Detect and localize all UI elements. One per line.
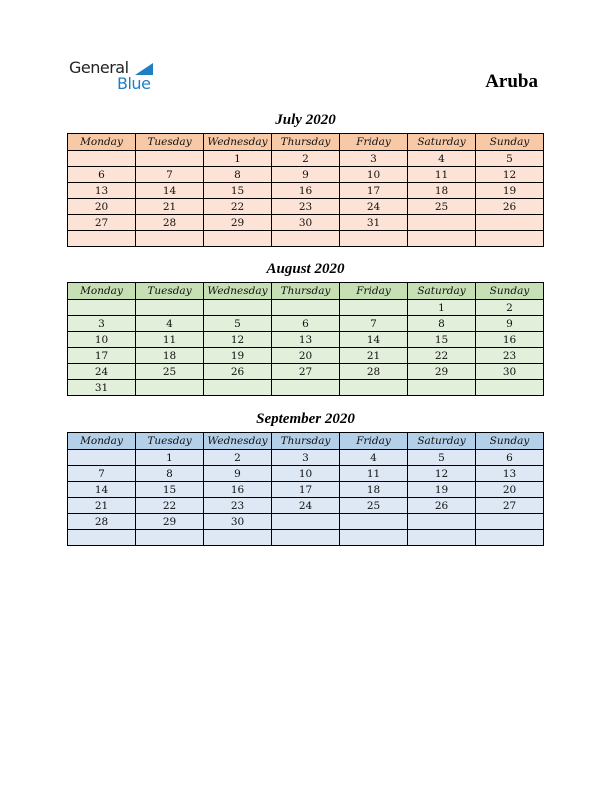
day-cell: 26 (476, 199, 544, 215)
week-row (68, 300, 544, 316)
weekday-header-row (68, 433, 544, 450)
weekday-header: Monday (68, 134, 136, 151)
week-row (68, 364, 544, 380)
day-cell: 4 (136, 316, 204, 332)
week-row (68, 167, 544, 183)
day-cell: 4 (340, 450, 408, 466)
day-cell: 12 (476, 167, 544, 183)
day-cell: 10 (340, 167, 408, 183)
day-cell: 19 (204, 348, 272, 364)
day-cell: 28 (68, 514, 136, 530)
day-cell: 18 (340, 482, 408, 498)
day-cell: 25 (408, 199, 476, 215)
week-row (68, 151, 544, 167)
day-cell (476, 215, 544, 231)
day-cell: 15 (408, 332, 476, 348)
day-cell: 6 (476, 450, 544, 466)
weekday-header: Friday (340, 433, 408, 450)
day-cell: 13 (476, 466, 544, 482)
day-cell (272, 514, 340, 530)
day-cell: 21 (340, 348, 408, 364)
day-cell: 25 (340, 498, 408, 514)
month-title: August 2020 (266, 261, 345, 277)
day-cell: 27 (68, 215, 136, 231)
day-cell: 15 (136, 482, 204, 498)
day-cell (408, 514, 476, 530)
week-row (68, 199, 544, 215)
day-cell: 23 (204, 498, 272, 514)
weekday-header: Sunday (476, 134, 544, 151)
day-cell: 17 (68, 348, 136, 364)
weekday-header: Friday (340, 283, 408, 300)
day-cell: 19 (476, 183, 544, 199)
day-cell (340, 380, 408, 396)
day-cell: 29 (408, 364, 476, 380)
day-cell (476, 380, 544, 396)
day-cell: 14 (136, 183, 204, 199)
day-cell: 25 (136, 364, 204, 380)
day-cell: 21 (136, 199, 204, 215)
day-cell: 24 (68, 364, 136, 380)
day-cell: 19 (408, 482, 476, 498)
day-cell: 17 (272, 482, 340, 498)
weekday-header: Friday (340, 134, 408, 151)
day-cell: 5 (476, 151, 544, 167)
day-cell: 24 (272, 498, 340, 514)
day-cell (136, 151, 204, 167)
weekday-header: Tuesday (136, 283, 204, 300)
day-cell: 9 (204, 466, 272, 482)
weekday-header: Sunday (476, 283, 544, 300)
logo-triangle-icon (135, 63, 153, 75)
day-cell (408, 231, 476, 247)
day-cell: 8 (408, 316, 476, 332)
weekday-header: Monday (68, 283, 136, 300)
day-cell: 8 (204, 167, 272, 183)
month-title: September 2020 (256, 411, 355, 427)
day-cell (408, 215, 476, 231)
day-cell: 10 (272, 466, 340, 482)
day-cell: 13 (68, 183, 136, 199)
day-cell (136, 530, 204, 546)
day-cell (68, 151, 136, 167)
day-cell: 12 (408, 466, 476, 482)
day-cell: 10 (68, 332, 136, 348)
day-cell: 31 (68, 380, 136, 396)
day-cell: 3 (272, 450, 340, 466)
day-cell: 1 (204, 151, 272, 167)
day-cell: 30 (204, 514, 272, 530)
day-cell: 17 (340, 183, 408, 199)
day-cell: 2 (476, 300, 544, 316)
logo-text-blue: Blue (117, 74, 151, 93)
month-calendar-table (67, 282, 544, 396)
day-cell: 23 (272, 199, 340, 215)
day-cell: 26 (204, 364, 272, 380)
day-cell: 29 (204, 215, 272, 231)
day-cell: 29 (136, 514, 204, 530)
day-cell: 14 (68, 482, 136, 498)
day-cell: 14 (340, 332, 408, 348)
day-cell: 11 (408, 167, 476, 183)
day-cell: 6 (68, 167, 136, 183)
week-row (68, 332, 544, 348)
weekday-header: Wednesday (204, 283, 272, 300)
weekday-header: Tuesday (136, 134, 204, 151)
day-cell: 18 (408, 183, 476, 199)
day-cell: 30 (476, 364, 544, 380)
day-cell (476, 530, 544, 546)
week-row (68, 380, 544, 396)
day-cell (272, 300, 340, 316)
week-row (68, 183, 544, 199)
weekday-header: Thursday (272, 283, 340, 300)
day-cell: 5 (408, 450, 476, 466)
day-cell (204, 231, 272, 247)
day-cell: 31 (340, 215, 408, 231)
weekday-header-row (68, 134, 544, 151)
day-cell: 7 (68, 466, 136, 482)
weekday-header-row (68, 283, 544, 300)
day-cell (340, 300, 408, 316)
day-cell (204, 530, 272, 546)
day-cell: 7 (340, 316, 408, 332)
day-cell: 16 (476, 332, 544, 348)
day-cell (272, 530, 340, 546)
day-cell (476, 514, 544, 530)
week-row (68, 231, 544, 247)
week-row (68, 530, 544, 546)
generalblue-logo (69, 60, 150, 92)
day-cell: 24 (340, 199, 408, 215)
day-cell (68, 300, 136, 316)
day-cell: 22 (408, 348, 476, 364)
country-title: Aruba (485, 71, 538, 92)
day-cell (408, 530, 476, 546)
day-cell (340, 530, 408, 546)
month-calendar-table (67, 432, 544, 546)
day-cell (68, 231, 136, 247)
day-cell: 6 (272, 316, 340, 332)
weekday-header: Sunday (476, 433, 544, 450)
weekday-header: Saturday (408, 433, 476, 450)
week-row (68, 215, 544, 231)
day-cell (408, 380, 476, 396)
day-cell: 11 (136, 332, 204, 348)
month-calendar-table (67, 133, 544, 247)
weekday-header: Wednesday (204, 134, 272, 151)
day-cell: 11 (340, 466, 408, 482)
logo-text-general: General (69, 58, 129, 77)
day-cell (476, 231, 544, 247)
day-cell: 2 (204, 450, 272, 466)
weekday-header: Tuesday (136, 433, 204, 450)
day-cell: 21 (68, 498, 136, 514)
day-cell (68, 450, 136, 466)
day-cell: 27 (476, 498, 544, 514)
day-cell (136, 380, 204, 396)
day-cell: 9 (476, 316, 544, 332)
day-cell: 16 (204, 482, 272, 498)
day-cell (68, 530, 136, 546)
day-cell: 3 (68, 316, 136, 332)
weekday-header: Thursday (272, 134, 340, 151)
day-cell (340, 231, 408, 247)
week-row (68, 450, 544, 466)
day-cell: 18 (136, 348, 204, 364)
day-cell: 15 (204, 183, 272, 199)
weekday-header: Monday (68, 433, 136, 450)
week-row (68, 498, 544, 514)
month-title: July 2020 (275, 112, 336, 128)
week-row (68, 348, 544, 364)
weekday-header: Saturday (408, 283, 476, 300)
day-cell: 20 (272, 348, 340, 364)
day-cell: 20 (476, 482, 544, 498)
day-cell: 13 (272, 332, 340, 348)
day-cell: 5 (204, 316, 272, 332)
weekday-header: Saturday (408, 134, 476, 151)
day-cell: 22 (204, 199, 272, 215)
day-cell: 28 (340, 364, 408, 380)
weekday-header: Thursday (272, 433, 340, 450)
day-cell: 23 (476, 348, 544, 364)
day-cell (340, 514, 408, 530)
week-row (68, 466, 544, 482)
week-row (68, 514, 544, 530)
day-cell: 20 (68, 199, 136, 215)
weekday-header: Wednesday (204, 433, 272, 450)
day-cell: 4 (408, 151, 476, 167)
day-cell: 28 (136, 215, 204, 231)
day-cell: 9 (272, 167, 340, 183)
day-cell: 12 (204, 332, 272, 348)
day-cell (136, 231, 204, 247)
day-cell (272, 231, 340, 247)
day-cell (204, 380, 272, 396)
day-cell: 30 (272, 215, 340, 231)
day-cell: 26 (408, 498, 476, 514)
day-cell: 1 (136, 450, 204, 466)
day-cell: 22 (136, 498, 204, 514)
day-cell: 8 (136, 466, 204, 482)
day-cell (272, 380, 340, 396)
week-row (68, 482, 544, 498)
day-cell: 7 (136, 167, 204, 183)
day-cell (204, 300, 272, 316)
day-cell: 3 (340, 151, 408, 167)
day-cell: 16 (272, 183, 340, 199)
day-cell: 2 (272, 151, 340, 167)
week-row (68, 316, 544, 332)
day-cell: 1 (408, 300, 476, 316)
day-cell: 27 (272, 364, 340, 380)
day-cell (136, 300, 204, 316)
